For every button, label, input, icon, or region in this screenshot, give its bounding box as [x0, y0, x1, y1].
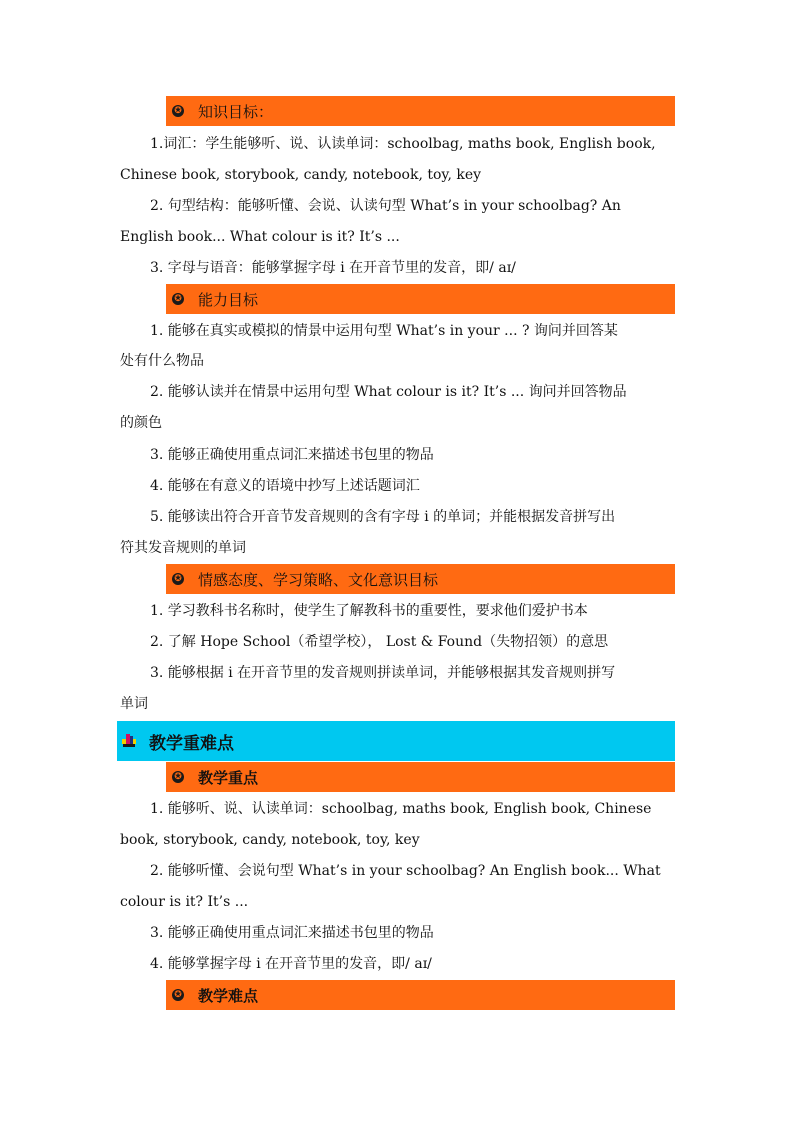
section-title: 教学难点 — [198, 986, 259, 1005]
text-line: 3. 字母与语音：能够掌握字母 i 在开音节里的发音，即/ aɪ/ — [150, 260, 516, 276]
text-line: 5. 能够读出符合开音节发音规则的含有字母 i 的单词；并能根据发音拼写出 — [150, 509, 616, 525]
text-line: 1. 能够在真实或模拟的情景中运用句型 What’s in your ... ? 询问并回答某 — [150, 323, 618, 339]
section-title: 能力目标 — [198, 290, 259, 309]
star-bullet-icon: ✪ — [172, 771, 184, 783]
section-title: 教学重难点 — [149, 733, 234, 754]
text-line: 处有什么物品 — [120, 353, 204, 369]
section-header-key-difficult — [117, 721, 675, 761]
section-header-difficult — [166, 980, 675, 1010]
text-line: 4. 能够掌握字母 i 在开音节里的发音，即/ aɪ/ — [150, 956, 432, 972]
star-bullet-icon: ✪ — [172, 293, 184, 305]
text-line: 的颜色 — [120, 415, 162, 431]
text-line: English book... What colour is it? It’s ... — [120, 229, 400, 245]
section-header-ability — [166, 284, 675, 314]
text-line: 1. 学习教科书名称时，使学生了解教科书的重要性，要求他们爱护书本 — [150, 603, 588, 619]
section-header-key — [166, 762, 675, 792]
text-line: book, storybook, candy, notebook, toy, key — [120, 832, 420, 848]
section-title: 知识目标： — [198, 102, 274, 121]
colorful-bullet-icon — [122, 734, 136, 748]
text-line: colour is it? It’s ... — [120, 894, 249, 910]
text-line: 2. 句型结构：能够听懂、会说、认读句型 What’s in your schoolbag? An — [150, 198, 621, 214]
text-line: 3. 能够正确使用重点词汇来描述书包里的物品 — [150, 447, 434, 463]
text-line: 单词 — [120, 696, 148, 712]
text-line: 2. 能够认读并在情景中运用句型 What colour is it? It’s ... 询问并回答物品 — [150, 384, 627, 400]
text-line: 3. 能够根据 i 在开音节里的发音规则拼读单词，并能够根据其发音规则拼写 — [150, 665, 616, 681]
section-title: 情感态度、学习策略、文化意识目标 — [198, 570, 439, 589]
text-line: 2. 了解 Hope School（希望学校）， Lost & Found（失物招领）的意思 — [150, 634, 609, 650]
text-line: Chinese book, storybook, candy, notebook, toy, key — [120, 167, 482, 183]
text-line: 4. 能够在有意义的语境中抄写上述话题词汇 — [150, 478, 420, 494]
section-header-knowledge — [166, 96, 675, 126]
text-line: 1.词汇：学生能够听、说、认读单词：schoolbag, maths book, English book, — [150, 136, 656, 152]
text-line: 符其发音规则的单词 — [120, 540, 246, 556]
text-line: 3. 能够正确使用重点词汇来描述书包里的物品 — [150, 925, 434, 941]
star-bullet-icon: ✪ — [172, 573, 184, 585]
star-bullet-icon: ✪ — [172, 105, 184, 117]
text-line: 2. 能够听懂、会说句型 What’s in your schoolbag? An English book... What — [150, 863, 661, 879]
star-bullet-icon: ✪ — [172, 989, 184, 1001]
section-header-emotion — [166, 564, 675, 594]
text-line: 1. 能够听、说、认读单词：schoolbag, maths book, English book, Chinese — [150, 801, 652, 817]
section-title: 教学重点 — [198, 768, 259, 787]
